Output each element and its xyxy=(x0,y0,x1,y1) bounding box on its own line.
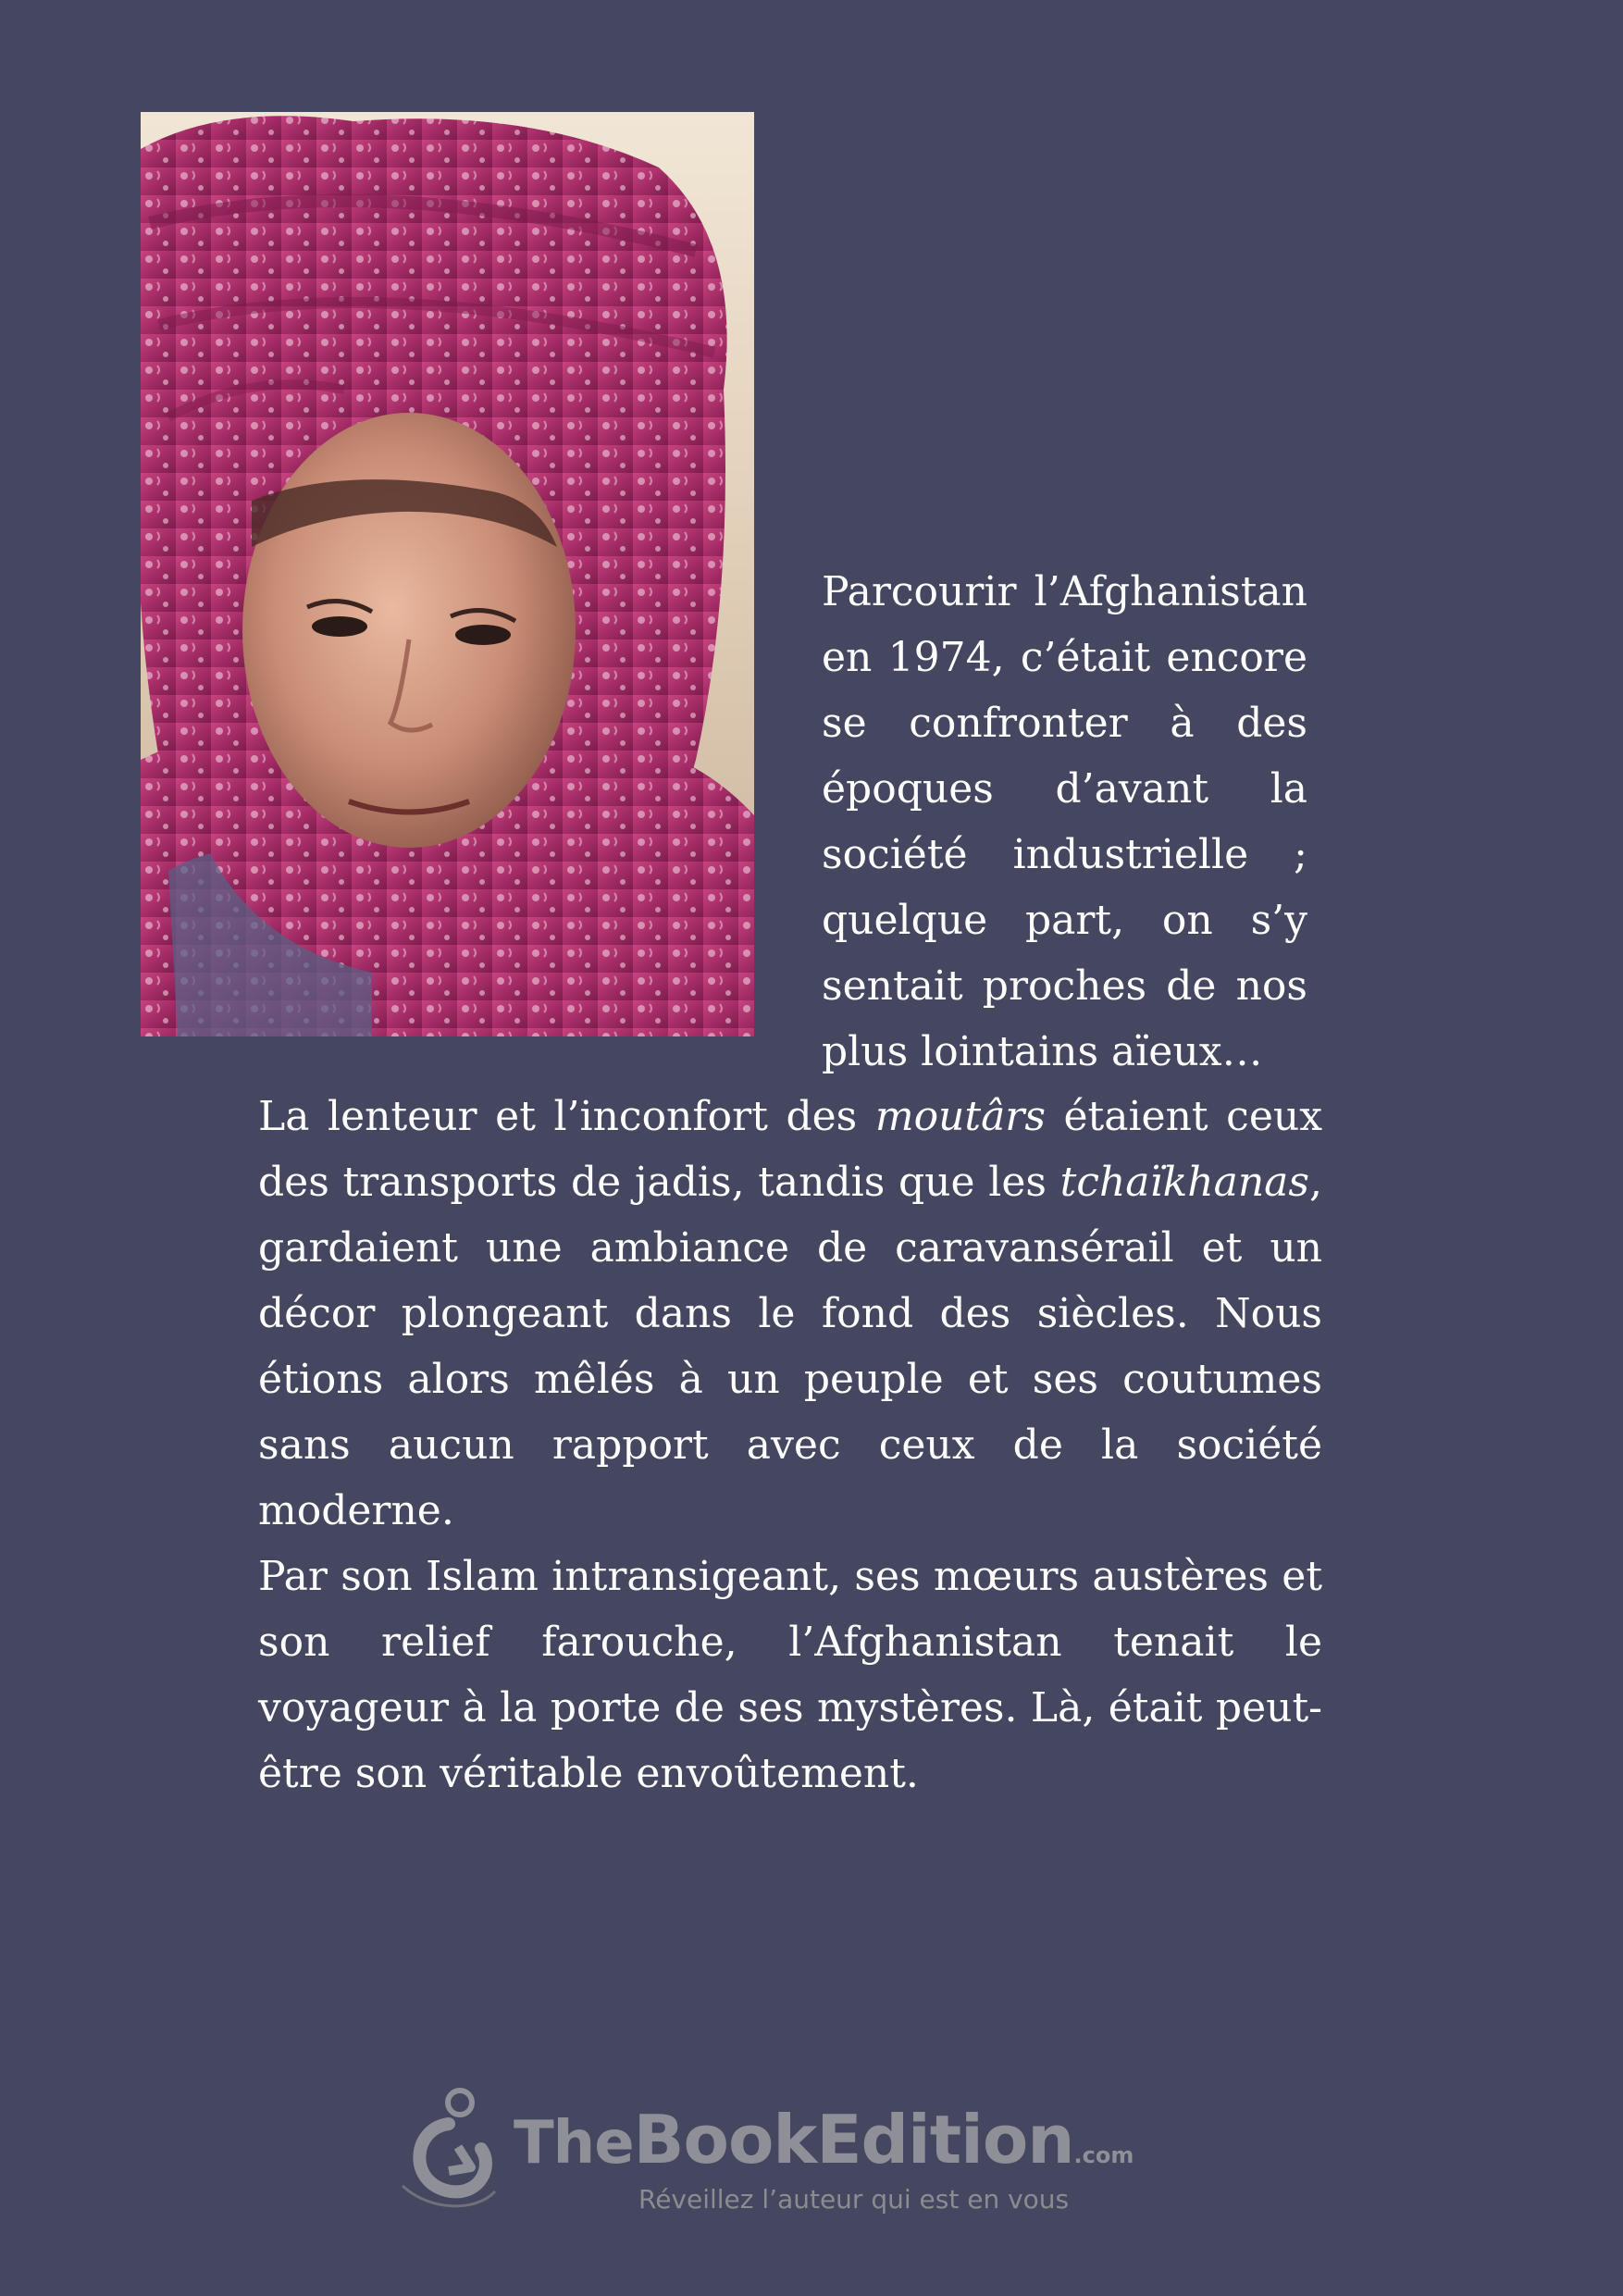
publisher-emblem-icon xyxy=(393,2082,504,2212)
publisher-logo xyxy=(393,2082,1134,2221)
body-paragraph-1-part-3: , gardaient une ambiance de caravansérail et un décor plongeant dans le fond des siècles. Nous étions alors mêlés à un peuple et ses coutumes sans aucun rapport avec ceux de la société moderne. xyxy=(258,1159,1322,1534)
intro-paragraph: Parcourir l’Afghanistan en 1974, c’était encore se confronter à des époques d’avant la société industrielle ; quelque part, on s’y sentait proches de nos plus lointains aïeux… xyxy=(822,568,1307,1075)
term-tchaikhanas: tchaïkhanas xyxy=(1059,1159,1309,1206)
cover-photo xyxy=(141,112,754,1036)
body-paragraph-1 xyxy=(258,1084,1322,1544)
body-text-block xyxy=(258,1084,1322,1806)
publisher-tagline: Réveillez l’auteur qui est en vous xyxy=(638,2184,1070,2215)
publisher-name-the: The xyxy=(514,2109,634,2178)
body-paragraph-2: Par son Islam intransigeant, ses mœurs austères et son relief farouche, l’Afghanistan tenait le voyageur à la porte de ses mystères. Là, était peut-être son véritable envoûtement. xyxy=(258,1553,1322,1797)
publisher-name xyxy=(514,2101,1134,2178)
term-moutars: moutârs xyxy=(874,1093,1046,1140)
publisher-name-main: BookEdition xyxy=(633,2101,1074,2178)
body-paragraph-1-part-2: étaient ceux des transports de jadis, tandis que les xyxy=(258,1093,1323,1206)
intro-text-block xyxy=(822,559,1307,1085)
portrait-image xyxy=(141,112,754,1036)
publisher-domain: .com xyxy=(1073,2142,1134,2168)
body-paragraph-1-part-1: La lenteur et l’inconfort des xyxy=(258,1093,875,1140)
